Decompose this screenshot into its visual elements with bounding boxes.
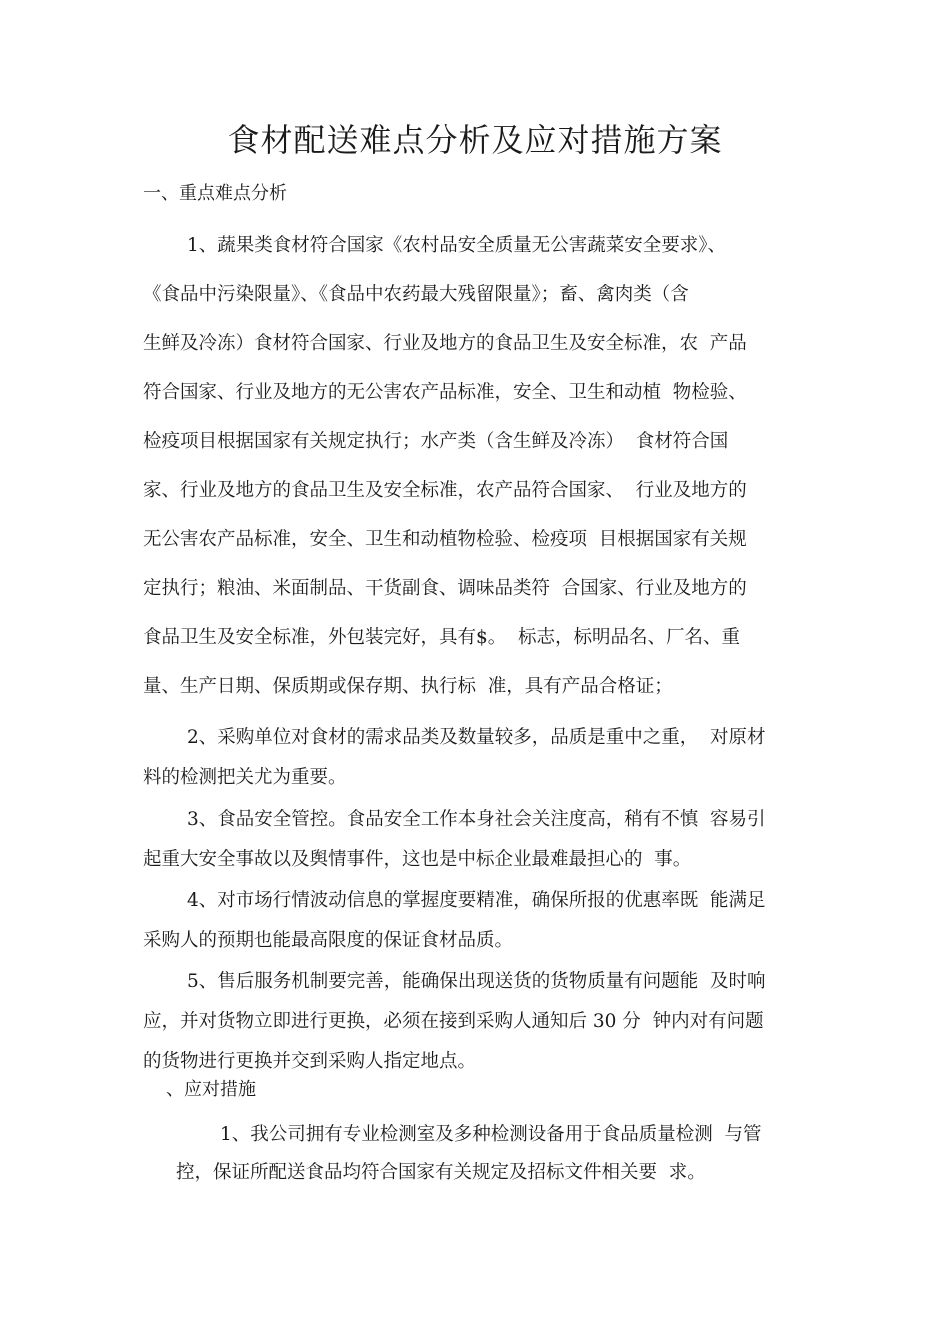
document-title: 食材配送难点分析及应对措施方案 xyxy=(227,121,723,159)
document-page: 食材配送难点分析及应对措施方案 一、重点难点分析 1、蔬果类食材符合国家《农村品安全质量无公害蔬菜安全要求》、 《食品中污染限量》、《食品中农药最大残留限量》；畜、禽肉类（含 生鲜及冷冻）食材符合国家、行业及地方的食品卫生及安全标准，农 产品 符合国家、行业及地方的无公害农产品标准，安全、卫生和动植 物检验、 检疫项目根据国家有关规定执行；水产类（含生鲜及冷冻） 食材符合国 家、行业及地方的食品卫生及安全标准，农产品符合国家、 行业及地方的 无公害农产品标准，安全、卫生和动植物检验、检疫项 目根据国家有关规 定执行；粮油、米面制品、干货副食、调味品类符 合国家、行业及地方的 食品卫生及安全标准，外包装完好，具有$。 标志，标明品名、厂名、重 量、生产日期、保质期或保存期、执行标 准，具有产品合格证； 2、采购单位对食材的需求品类及数量较多，品质是重中之重， 对原材 料的检测把关尤为重要。 3、食品安全管控。食品安全工作本身社会关注度高，稍有不慎 容易引 起重大安全事故以及舆情事件，这也是中标企业最难最担心的 事。 4、对市场行情波动信息的掌握度要精准，确保所报的优惠率既 能满足 采购人的预期也能最高限度的保证食材品质。 5、售后服务机制要完善，能确保出现送货的货物质量有问题能 及时响 应，并对货物立即进行更换，必须在接到采购人通知后 30 分 钟内对有问题 的货物进行更换并交到采购人指定地点。 、应对措施 1、我公司拥有专业检测室及多种检测设备用于食品质量检测 与管 控，保证所配送食品均符合国家有关规定及招标文件相关要 求。 xyxy=(0,0,950,1344)
section-heading-measures: 、应对措施 xyxy=(166,1079,256,1100)
section-heading-analysis: 一、重点难点分析 xyxy=(143,183,287,204)
